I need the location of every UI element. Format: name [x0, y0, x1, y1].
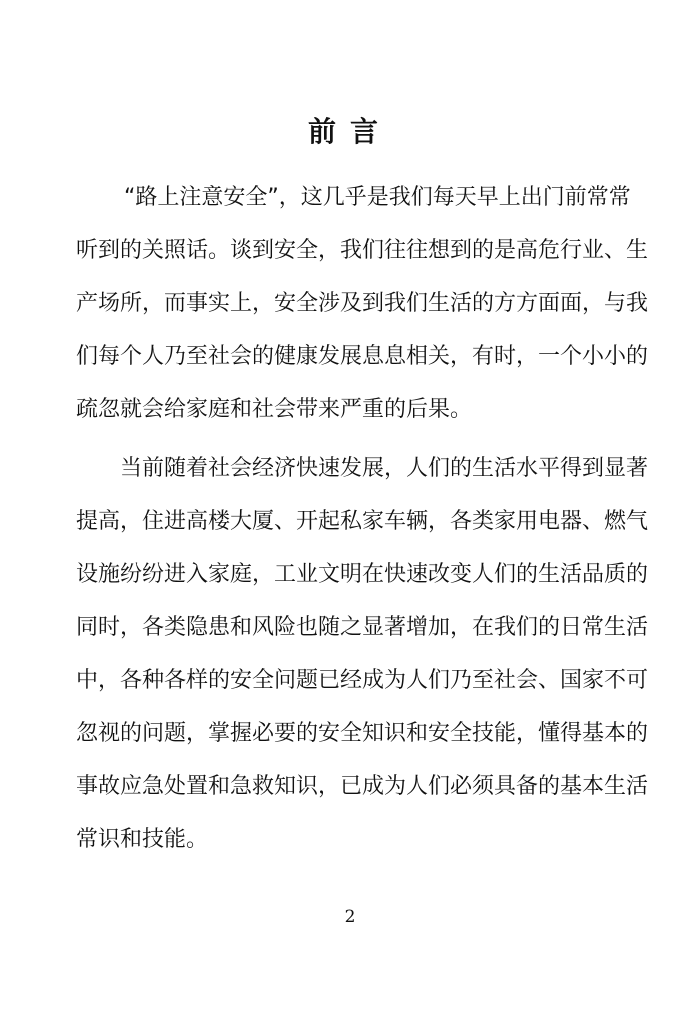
paragraph-1-line-4: 们每个人乃至社会的健康发展息息相关，有时，一个小小的: [76, 344, 649, 369]
paragraph-2-line-3: 设施纷纷进入家庭，工业文明在快速改变人们的生活品质的: [76, 562, 649, 587]
paragraph-1-line-1: “路上注意安全”，这几乎是我们每天早上出门前常常: [124, 185, 631, 210]
paragraph-2-line-4: 同时，各类隐患和风险也随之显著增加，在我们的日常生活: [76, 615, 649, 640]
paragraph-1-line-3: 产场所，而事实上，安全涉及到我们生活的方方面面，与我: [76, 291, 649, 316]
paragraph-2-line-1: 当前随着社会经济快速发展，人们的生活水平得到显著: [120, 456, 649, 481]
paragraph-2-line-2: 提高，住进高楼大厦、开起私家车辆，各类家用电器、燃气: [76, 509, 649, 534]
page-title: 前言: [307, 115, 392, 148]
paragraph-1-line-5: 疏忽就会给家庭和社会带来严重的后果。: [76, 397, 473, 422]
paragraph-2-line-7: 事故应急处置和急救知识，已成为人们必须具备的基本生活: [76, 774, 649, 799]
paragraph-1-line-2: 听到的关照话。谈到安全，我们往往想到的是高危行业、生: [76, 238, 649, 263]
page-number: 2: [344, 907, 356, 927]
paragraph-2-line-5: 中，各种各样的安全问题已经成为人们乃至社会、国家不可: [76, 668, 649, 693]
paragraph-2-line-8: 常识和技能。: [76, 827, 209, 852]
paragraph-2-line-6: 忽视的问题，掌握必要的安全知识和安全技能，懂得基本的: [76, 721, 649, 746]
